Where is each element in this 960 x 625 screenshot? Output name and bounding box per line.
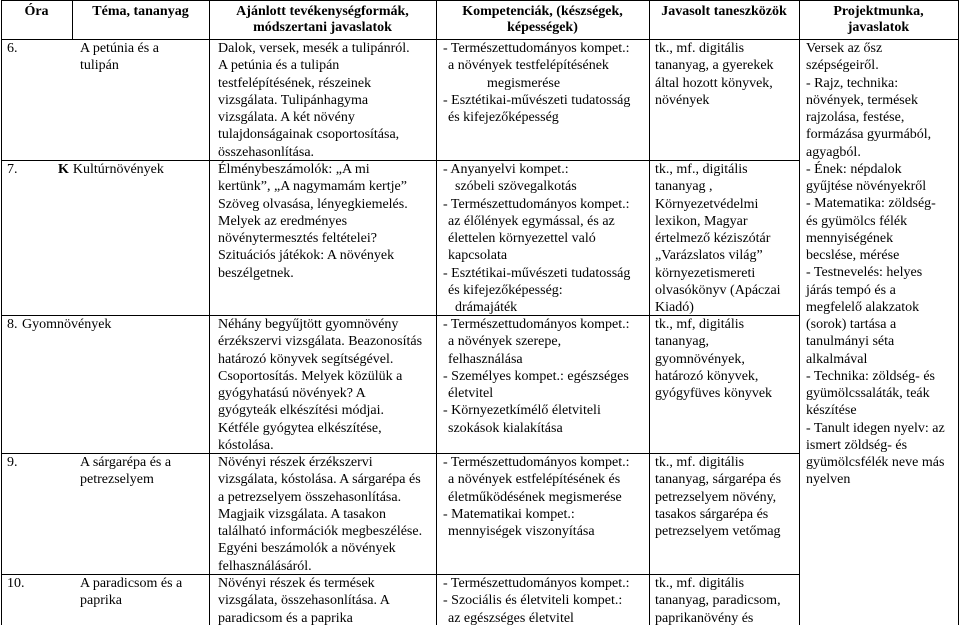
tool-line: tk., mf., digitális [655, 162, 748, 177]
competency-line: felhasználása [448, 351, 523, 367]
header-ora [1, 0, 72, 39]
competency-line: - Természettudományos kompet.: [443, 196, 630, 212]
activities-cell [210, 39, 436, 160]
project-line: megfelelő alakzatok [806, 299, 920, 315]
competency-line: a növények szerepe, [448, 334, 562, 350]
tool-line: lexikon, Magyar [655, 213, 748, 229]
project-line: nyelven [806, 472, 851, 488]
table-border-left [1, 0, 2, 625]
lesson-topic [80, 454, 171, 489]
topic-text: paprika [80, 593, 122, 609]
competency-line: a növények testfelépítésének [448, 58, 609, 74]
topic-line [80, 454, 171, 471]
lesson-number: 9. [7, 455, 18, 470]
activity-line: vizsgálata, összehasonlítása. A [218, 593, 390, 609]
project-line: gyümölcsfélék neve más [806, 455, 945, 470]
topic-text: A paradicsom és a [80, 576, 183, 591]
tool-line: tk., mf. digitális [655, 576, 745, 591]
project-line: becslése, mérése [806, 248, 900, 263]
topic-mark: K [58, 162, 69, 177]
tool-line: petrezselyem növény, [655, 489, 777, 505]
tool-line: tananyag , [655, 179, 713, 195]
lesson-cell [2, 453, 209, 574]
competency-line: megismerése [487, 75, 561, 91]
tool-line: tananyag, sárgarépa és [655, 472, 782, 488]
tools-cell [650, 453, 799, 574]
topic-text: Gyomnövények [22, 317, 112, 332]
project-line: - Matematika: zöldség- [806, 196, 936, 212]
topic-line [80, 575, 182, 592]
header-ora-label: Óra [24, 4, 49, 19]
header-tema-label: Téma, tananyag [92, 4, 189, 19]
competency-line: a növények estfelépítésének és [448, 472, 621, 488]
header-tools-line: Javasolt taneszközök [661, 4, 787, 19]
competency-line: - Környezetkímélő életviteli [443, 403, 601, 419]
tool-line: Környezetvédelmi [655, 196, 759, 212]
topic-line [80, 471, 171, 488]
lesson-row [0, 574, 800, 625]
activity-line: Egyéni beszámolók a növények [218, 541, 396, 557]
project-line: alkalmával [806, 351, 868, 367]
tool-line: környezetismereti [655, 265, 756, 281]
topic-line [80, 592, 182, 609]
header-competencies-line: Kompetenciák, (készségek, [462, 4, 623, 19]
activity-line: összehasonlítása. [218, 144, 315, 160]
tool-line: petrezselyem vetőmag [655, 524, 781, 539]
tool-line: gyógyfüves könyvek [655, 386, 773, 401]
lesson-topic [80, 575, 182, 610]
activity-line: A petúnia és a tulipán [218, 58, 340, 74]
activity-line: gyógyteák elkészítési módjai. [218, 403, 385, 419]
tool-line: tk., mf. digitális [655, 455, 745, 470]
competency-line: kapcsolata [448, 248, 508, 264]
competency-line: és kifejezőképesség: [448, 282, 563, 298]
lesson-number: 10. [7, 576, 25, 591]
header-competencies [436, 0, 649, 39]
tool-line: tasakos sárgarépa és [655, 506, 769, 522]
topic-line [80, 40, 159, 57]
competency-line: - Természettudományos kompet.: [443, 317, 630, 332]
table-border-top [1, 0, 959, 1]
project-line: Versek az ősz [806, 41, 883, 56]
tool-line: gyomnövények, [655, 351, 745, 367]
lesson-cell [2, 315, 209, 453]
competency-line: - Természettudományos kompet.: [443, 41, 630, 56]
activity-line: kóstolása. [218, 437, 274, 453]
competencies-cell [437, 453, 649, 574]
project-line: agyagból. [806, 144, 861, 160]
tool-line: olvasókönyv (Apáczai [655, 282, 781, 298]
project-line: szépségeiről. [806, 58, 879, 74]
activity-line: Melyek az eredményes [218, 213, 348, 229]
tool-line: határozó könyvek, [655, 368, 759, 384]
row-divider [1, 453, 800, 454]
competency-line: az egészséges életvitel [448, 610, 574, 625]
activities-cell [210, 453, 436, 574]
activity-line: Növényi részek és termések [218, 576, 375, 591]
competency-line: az élőlények egymással, és az [448, 213, 615, 229]
header-activities-line: Ajánlott tevékenységformák, [236, 4, 409, 19]
column-divider [799, 0, 800, 625]
competency-line: életvitel [448, 386, 494, 401]
competency-line: szóbeli szövegalkotás [455, 179, 577, 195]
header-projects [799, 0, 958, 39]
tool-line: tk., mf, digitális [655, 317, 745, 332]
activity-line: Néhány begyűjtött gyomnövény [218, 317, 399, 332]
competency-line: - Esztétikai-művészeti tudatosság [443, 92, 631, 108]
competency-line: - Matematikai kompet.: [443, 506, 575, 522]
activity-line: növénytermesztés feltételei? [218, 231, 377, 246]
competencies-cell [437, 39, 649, 160]
competency-line: - Esztétikai-művészeti tudatosság [443, 265, 631, 281]
project-line: - Testnevelés: helyes [806, 265, 923, 281]
activity-line: határozó könyvek segítségével. [218, 351, 394, 367]
topic-text: tulipán [80, 58, 119, 74]
competency-line: - Természettudományos kompet.: [443, 576, 630, 591]
project-line: tanulmányi séta [806, 334, 895, 350]
activity-line: kertünk”, „A nagymamám kertje” [218, 179, 407, 195]
project-line: járás tempó és a [806, 282, 896, 298]
project-line: készítése [806, 403, 857, 419]
activity-line: felhasználásáról. [218, 558, 312, 574]
topic-text: A petúnia és a [80, 41, 159, 56]
lesson-row [0, 453, 800, 574]
competency-line: szokások kialakítása [448, 420, 563, 436]
tool-line: paprikanövény és [655, 610, 754, 625]
lesson-cell [2, 574, 209, 625]
tools-cell [650, 315, 799, 453]
project-line: - Technika: zöldség- és [806, 368, 935, 384]
tool-line: által hozott könyvek, [655, 75, 773, 91]
competency-line: drámajáték [455, 300, 518, 315]
lesson-topic [80, 40, 159, 75]
lesson-row [0, 160, 800, 315]
activity-line: vizsgálata. A két növény [218, 110, 355, 125]
competency-line: életműködésének megismerése [448, 489, 622, 505]
topic-line [22, 316, 111, 333]
column-divider [72, 0, 73, 39]
competency-line: - Személyes kompet.: egészséges [443, 368, 629, 384]
activity-line: testfelépítésének, részeinek [218, 75, 372, 91]
activity-line: Csoportosítás. Melyek közülük a [218, 368, 403, 384]
project-line: mennyiségének [806, 230, 894, 246]
competency-line: - Természettudományos kompet.: [443, 455, 630, 470]
column-divider [436, 0, 437, 625]
row-divider [1, 574, 800, 575]
tools-cell [650, 574, 799, 625]
project-line: (sorok) tartása a [806, 317, 897, 332]
activity-line: vizsgálata. Tulipánhagyma [218, 92, 369, 108]
header-activities-line: módszertani javaslatok [253, 20, 392, 35]
lesson-cell [2, 39, 209, 160]
lesson-row [0, 39, 800, 160]
activity-line: Kétféle gyógytea elkészítése, [218, 420, 382, 436]
row-divider [1, 160, 800, 161]
competencies-cell [437, 574, 649, 625]
project-line: növények, termések [806, 92, 918, 108]
competency-line: - Anyanyelvi kompet.: [443, 162, 569, 177]
activity-line: Élménybeszámolók: „A mi [218, 162, 370, 177]
header-competencies-line: képességek) [507, 20, 578, 35]
topic-text: petrezselyem [80, 472, 154, 488]
activity-line: beszélgetnek. [218, 265, 294, 281]
header-projects-line: javaslatok [847, 20, 910, 35]
competencies-cell [437, 160, 649, 315]
tool-line: „Varázslatos világ” [655, 248, 763, 264]
lesson-number: 8. [7, 317, 18, 332]
tool-line: tananyag, a gyerekek [655, 58, 774, 74]
tool-line: Kiadó) [655, 300, 694, 315]
tools-cell [650, 160, 799, 315]
tool-line: növények [655, 92, 710, 108]
header-projects-line: Projektmunka, [833, 4, 924, 19]
lesson-number: 6. [7, 41, 18, 56]
header-tema [72, 0, 209, 39]
header-divider [1, 39, 959, 40]
activity-line: Növényi részek érzékszervi [218, 455, 373, 470]
competency-line: élettelen környezettel való [448, 231, 596, 246]
tool-line: tk., mf. digitális [655, 41, 745, 56]
project-line: gyümölcssaláták, teák [806, 386, 930, 401]
activity-line: Szöveg olvasása, lényegkiemelés. [218, 196, 408, 212]
project-line: formázása gyurmából, [806, 127, 932, 143]
activity-line: érzékszervi vizsgálata. Beazonosítás [218, 334, 423, 350]
topic-line [58, 161, 164, 178]
lesson-topic [58, 161, 164, 178]
project-line: - Ének: népdalok [806, 161, 902, 177]
table-border-right [958, 0, 959, 625]
lesson-number: 7. [7, 162, 18, 177]
header-activities [209, 0, 436, 39]
project-line: gyűjtése növényekről [806, 179, 927, 194]
lesson-cell [2, 160, 209, 315]
column-divider [649, 0, 650, 625]
activity-line: Szituációs játékok: A növények [218, 248, 395, 264]
header-tools [649, 0, 799, 39]
activities-cell [210, 315, 436, 453]
competency-line: mennyiségek viszonyítása [448, 524, 595, 539]
topic-text: Kultúrnövények [72, 162, 164, 177]
activities-cell [210, 160, 436, 315]
topic-text: A sárgarépa és a [80, 455, 172, 470]
tool-line: értelmező kéziszótár [655, 231, 771, 246]
project-line: - Rajz, technika: [806, 75, 899, 91]
activity-line: paradicsom és a paprika [218, 610, 353, 625]
projects-cell [800, 39, 958, 625]
lesson-row [0, 315, 800, 453]
row-divider [1, 315, 800, 316]
project-line: rajzolása, festése, [806, 110, 905, 125]
project-line: - Tanult idegen nyelv: az [806, 420, 945, 436]
tool-line: tananyag, [655, 334, 710, 350]
lesson-topic [22, 316, 111, 333]
activity-line: tulajdonságainak csoportosítása, [218, 127, 400, 143]
activity-line: vizsgálata, kóstolása. A sárgarépa és [218, 472, 421, 488]
activities-cell [210, 574, 436, 625]
activity-line: gyógyhatású növények? A [218, 386, 366, 401]
tools-cell [650, 39, 799, 160]
activity-line: Magjaik vizsgálata. A tasakon [218, 506, 386, 522]
column-divider [209, 0, 210, 625]
competency-line: - Szociális és életviteli kompet.: [443, 593, 623, 609]
competencies-cell [437, 315, 649, 453]
tool-line: tananyag, paradicsom, [655, 593, 781, 609]
activity-line: Dalok, versek, mesék a tulipánról. [218, 41, 410, 56]
topic-line [80, 57, 159, 74]
activity-line: található információk megbeszélése. [218, 524, 423, 539]
competency-line: és kifejezőképesség [448, 110, 559, 125]
activity-line: a petrezselyem összehasonlítása. [218, 489, 402, 505]
project-line: és gyümölcs félék [806, 213, 908, 229]
project-line: ismert zöldség- és [806, 437, 908, 453]
